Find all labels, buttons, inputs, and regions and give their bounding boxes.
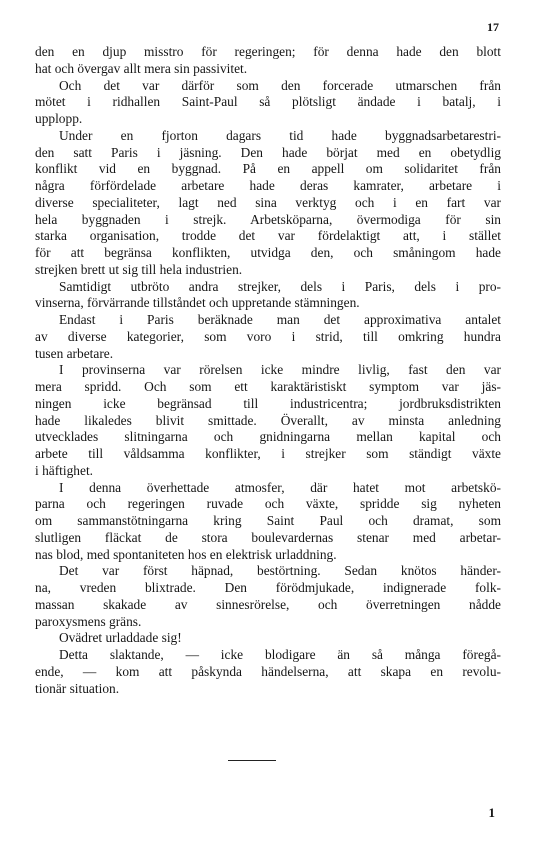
text-line: några förfördelade arbetare hade deras kamrater, arbetare i: [35, 178, 501, 193]
page-number: 17: [487, 20, 499, 34]
text-line: Under en fjorton dagars tid hade byggnadsarbetarestri-: [59, 127, 501, 143]
text-line: vinserna, förvärrande tillståndet och uppretande stämningen.: [35, 295, 360, 311]
text-line: i häftighet.: [35, 462, 94, 478]
text-line: hade likaledes blivit smittade. Överallt, av minsta anledning: [35, 412, 501, 428]
text-line: arbete till våldsamma konflikter, i strejker som ständigt växte: [35, 446, 501, 461]
text-line: konflikt vid en byggnad. På en appell om solidaritet från: [35, 161, 501, 177]
text-line: parna och regeringen ruvade och växte, spridde sig nyheten: [35, 496, 501, 512]
text-line: paroxysmens gräns.: [35, 613, 142, 629]
text-line: tusen arbetare.: [35, 345, 114, 361]
text-line: för att begränsa konflikten, utvidga den, och småningom hade: [35, 245, 501, 260]
text-line: Ovädret urladdade sig!: [59, 630, 182, 646]
text-line: Det var först häpnad, bestörtning. Sedan knötos händer-: [59, 563, 501, 579]
text-line: Samtidigt utbröto andra strejker, dels i Paris, dels i pro-: [59, 278, 501, 294]
text-line: diverse specialiteter, lagt ned sina verktyg och i en fart var: [35, 194, 501, 210]
text-line: na, vreden blixtrade. Den förödmjukade, indignerade folk-: [35, 580, 501, 595]
text-line: nas blod, med spontaniteten hos en elektrisk urladdning.: [35, 546, 337, 562]
text-line: strejken brett ut sig till hela industrien.: [35, 261, 243, 277]
text-line: upplopp.: [35, 111, 83, 126]
text-line: Endast i Paris beräknade man det approximativa antalet: [59, 312, 501, 327]
text-line: starka organisation, trodde det var fördelaktigt att, i stället: [35, 228, 501, 244]
text-line: av diverse kategorier, som voro i strid, till omkring hundra: [35, 328, 501, 344]
text-line: utvecklades slitningarna och gnidningarna mellan kapital och: [35, 429, 501, 445]
signature-mark: 1: [488, 805, 495, 820]
text-line: Och det var därför som den forcerade utmarschen från: [59, 77, 501, 93]
text-line: I denna överhettade atmosfer, där hatet mot arbetskö-: [59, 479, 501, 495]
text-line: ende, — kom att påskynda händelserna, att skapa en revolu-: [35, 663, 501, 679]
text-line: Detta slaktande, — icke blodigare än så många föregå-: [59, 647, 501, 662]
text-line: hela byggnaden i strejk. Arbetsköparna, övermodiga för sin: [35, 211, 501, 227]
text-line: om sammanstötningarna kring Saint Paul och dramat, som: [35, 513, 501, 528]
text-line: den en djup misstro för regeringen; för denna hade den blott: [35, 44, 501, 59]
text-line: den satt Paris i jäsning. Den hade börjat med en obetydlig: [35, 144, 501, 160]
text-line: tionär situation.: [35, 680, 120, 696]
text-line: ningen icke begränsad till industricentra; jordbruksdistrikten: [35, 395, 501, 411]
text-line: slutligen fläckat de stora boulevardernas stenar med arbetar-: [35, 529, 501, 545]
section-divider: [228, 760, 276, 761]
text-line: massan skakade av sinnesrörelse, och överretningen nådde: [35, 596, 501, 612]
text-line: hat och övergav allt mera sin passivitet.: [35, 60, 248, 76]
body-text: [35, 44, 501, 697]
text-line: mötet i ridhallen Saint-Paul så plötsligt ändade i batalj, i: [35, 94, 501, 110]
text-line: I provinserna var rörelsen icke mindre livlig, fast den var: [59, 362, 501, 378]
text-line: mera spridd. Och som ett karaktäristiskt symptom var jäs-: [35, 379, 501, 394]
